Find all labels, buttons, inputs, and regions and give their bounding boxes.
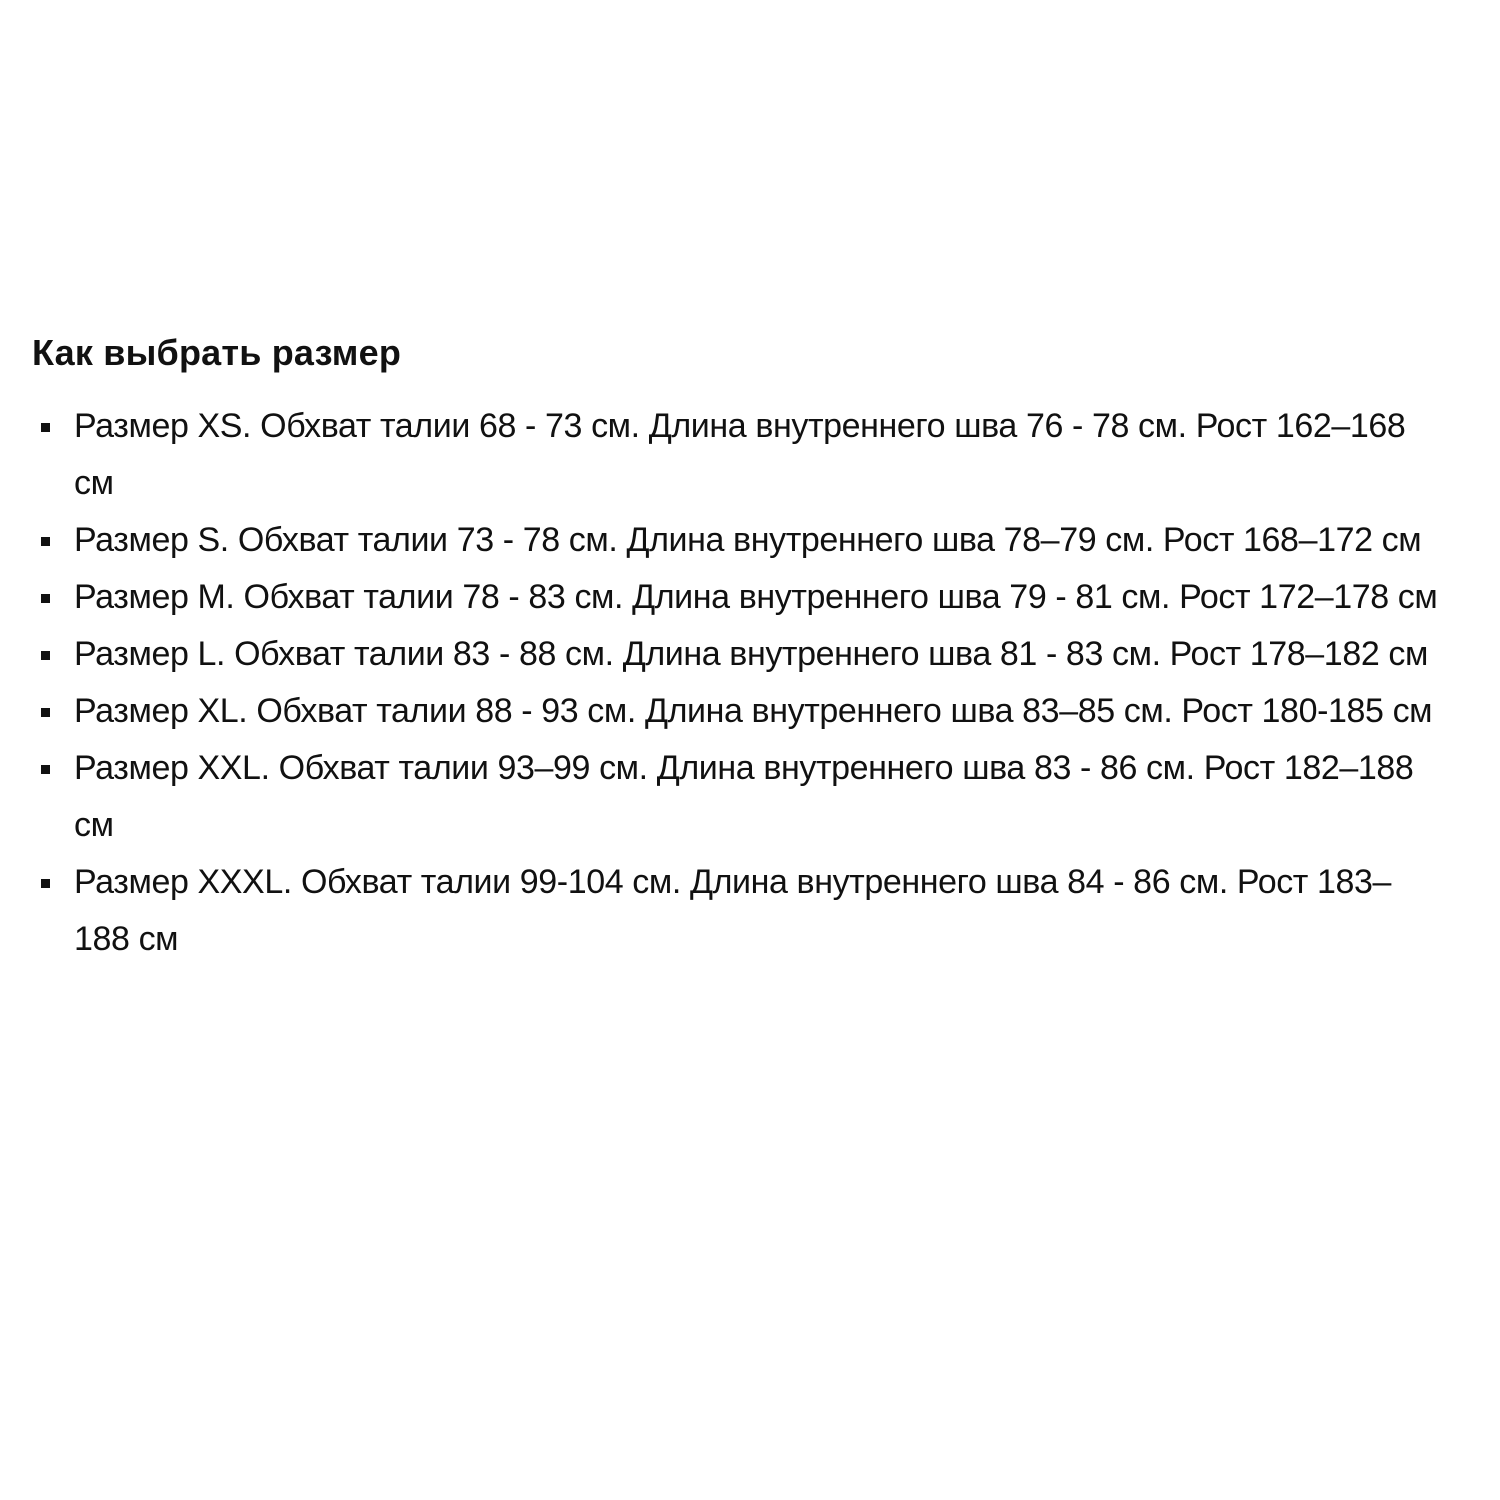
size-item-text: Размер M. Обхват талии 78 - 83 см. Длина внутреннего шва 79 - 81 см. Рост 172–178 см (74, 578, 1438, 616)
square-bullet-icon (41, 651, 50, 660)
list-item (32, 512, 1444, 569)
size-item-text: Размер XL. Обхват талии 88 - 93 см. Длина внутреннего шва 83–85 см. Рост 180-185 см (74, 692, 1433, 730)
list-item (32, 683, 1444, 740)
size-item-text: Размер L. Обхват талии 83 - 88 см. Длина внутреннего шва 81 - 83 см. Рост 178–182 см (74, 635, 1428, 673)
list-item (32, 854, 1444, 968)
list-item (32, 740, 1444, 854)
square-bullet-icon (41, 594, 50, 603)
square-bullet-icon (41, 708, 50, 717)
size-item-text: Размер S. Обхват талии 73 - 78 см. Длина внутреннего шва 78–79 см. Рост 168–172 см (74, 521, 1422, 559)
size-list (32, 398, 1472, 968)
size-guide (32, 330, 1472, 968)
size-item-text: Размер XXL. Обхват талии 93–99 см. Длина внутреннего шва 83 - 86 см. Рост 182–188 см (74, 749, 1414, 844)
list-item (32, 398, 1444, 512)
square-bullet-icon (41, 423, 50, 432)
square-bullet-icon (41, 879, 50, 888)
square-bullet-icon (41, 537, 50, 546)
square-bullet-icon (41, 765, 50, 774)
size-item-text: Размер XXXL. Обхват талии 99-104 см. Длина внутреннего шва 84 - 86 см. Рост 183–188 см (74, 863, 1392, 958)
list-item (32, 626, 1444, 683)
list-item (32, 569, 1444, 626)
size-guide-title: Как выбрать размер (32, 332, 402, 373)
size-item-text: Размер XS. Обхват талии 68 - 73 см. Длина внутреннего шва 76 - 78 см. Рост 162–168 см (74, 407, 1406, 502)
